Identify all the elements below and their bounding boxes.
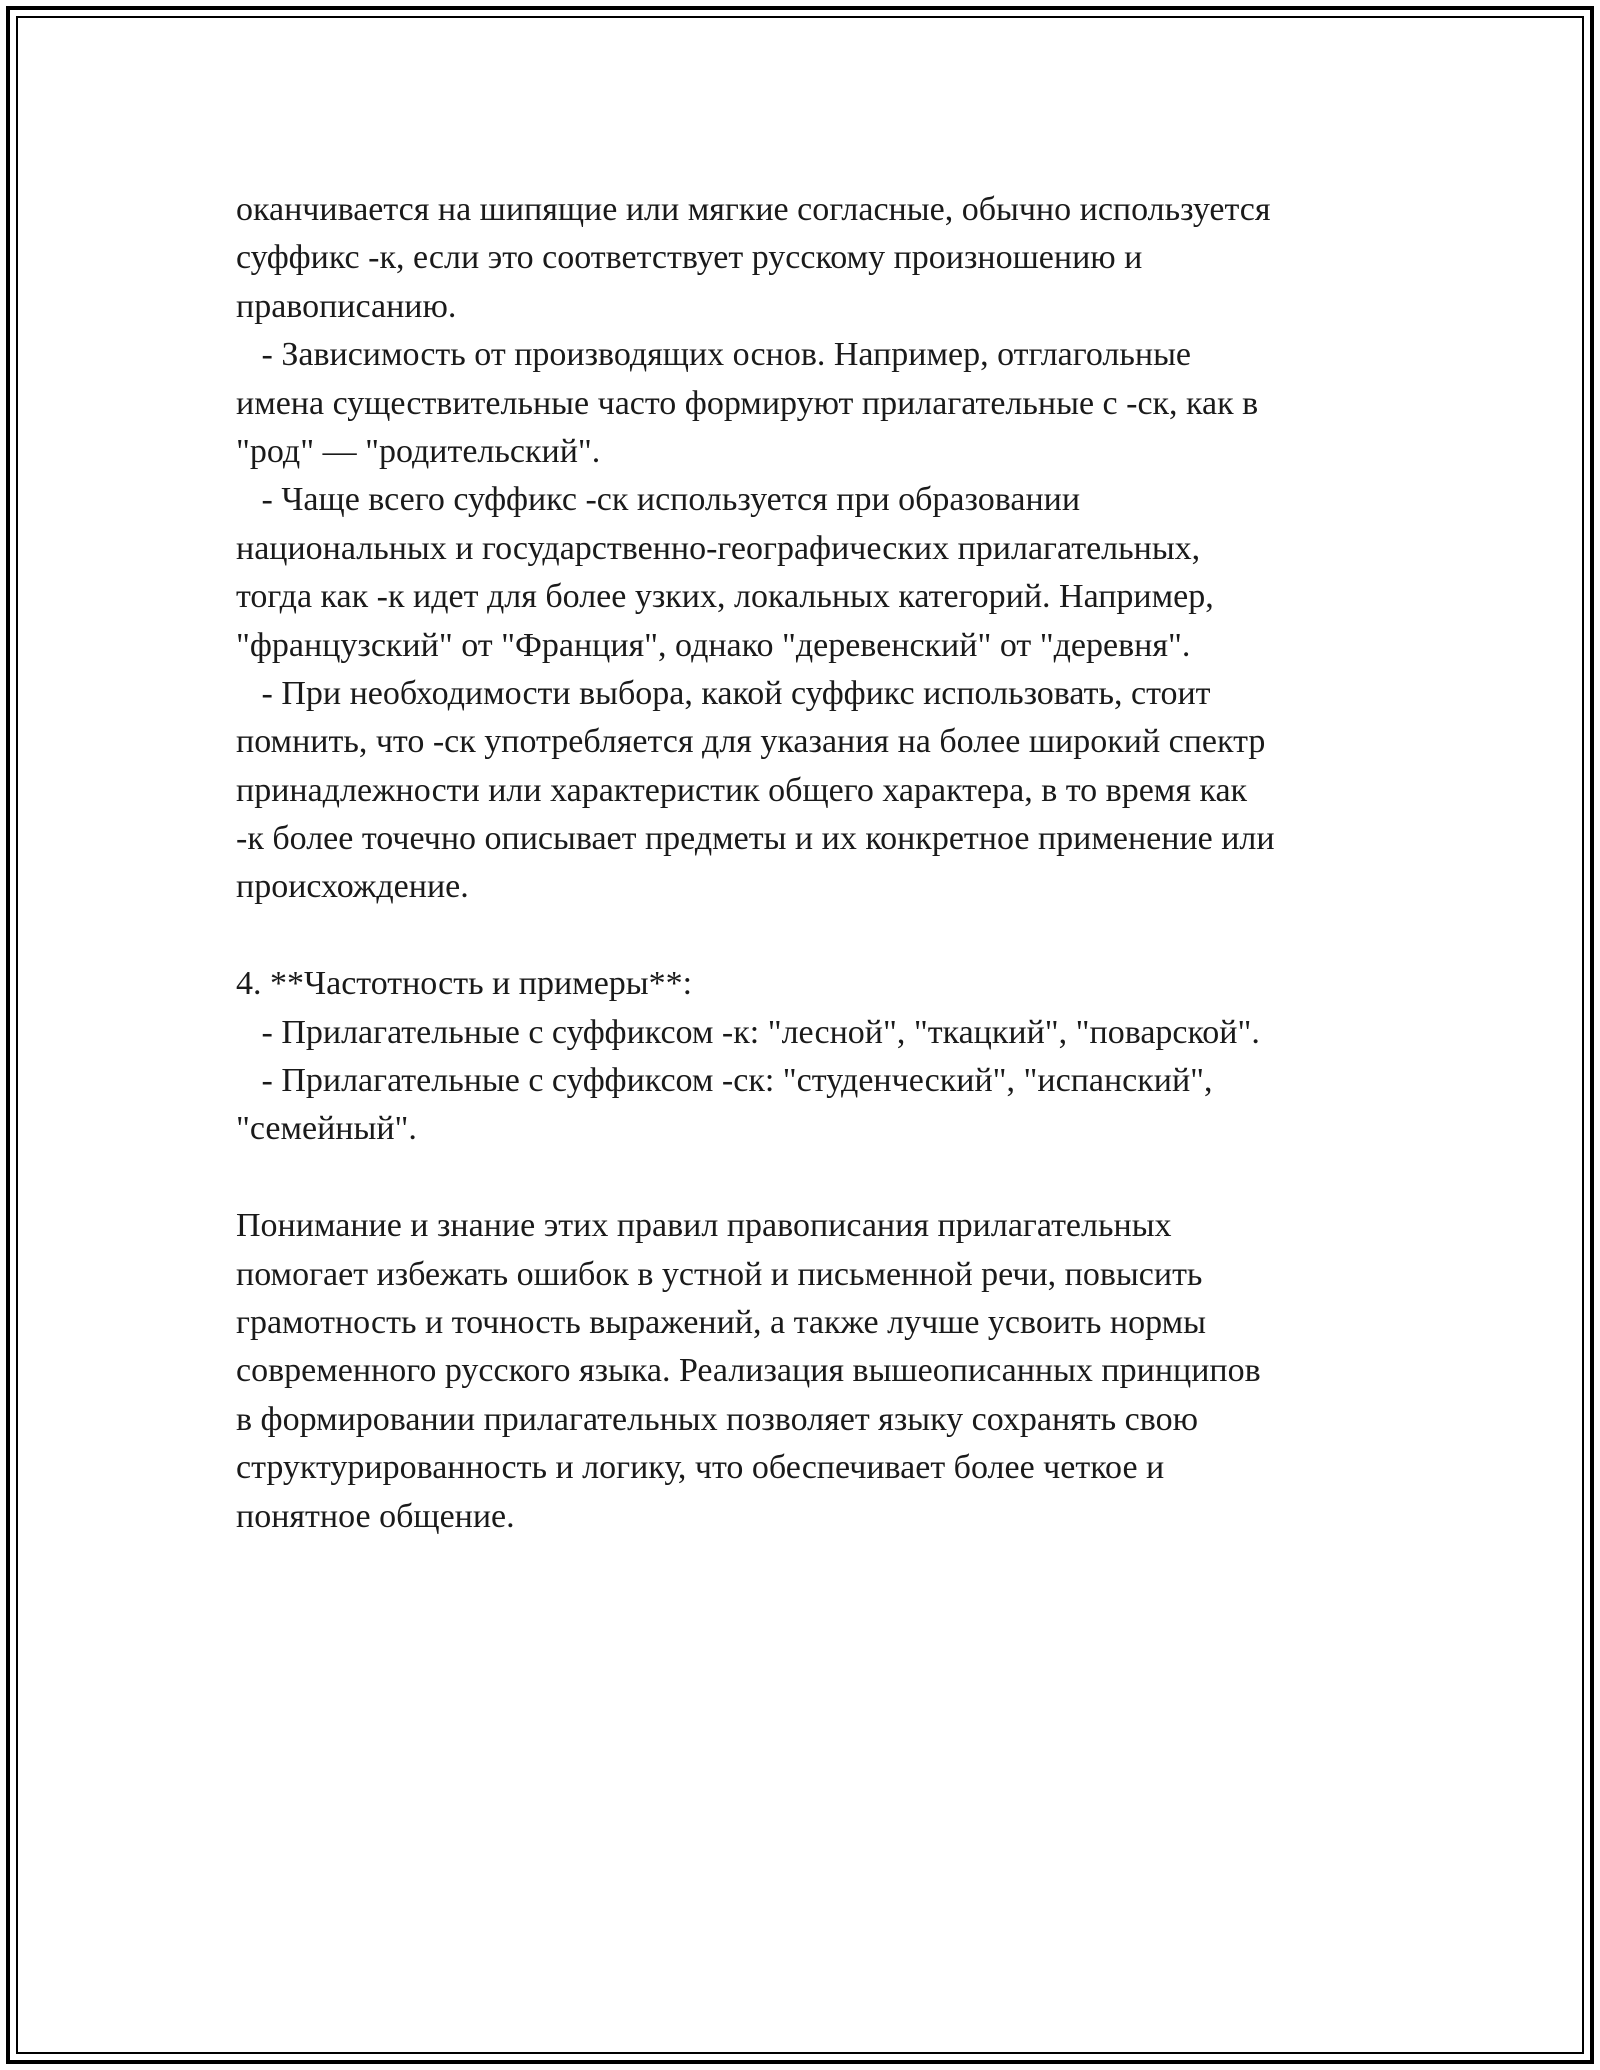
text-line: грамотность и точность выражений, а также лучше усвоить нормы <box>236 1303 1206 1341</box>
text-line: -к более точечно описывает предметы и их конкретное применение или <box>236 820 1275 858</box>
text-line: современного русского языка. Реализация вышеописанных принципов <box>236 1352 1261 1390</box>
text-line: структурированность и логику, что обеспечивает более четкое и <box>236 1449 1165 1487</box>
text-line: - Прилагательные с суффиксом -к: "лесной", "ткацкий", "поварской". <box>236 1013 1260 1051</box>
text-line: помогает избежать ошибок в устной и письменной речи, повысить <box>236 1255 1203 1293</box>
text-line: имена существительные часто формируют прилагательные с -ск, как в <box>236 384 1259 422</box>
text-line: Понимание и знание этих правил правописания прилагательных <box>236 1207 1172 1245</box>
text-line: правописанию. <box>236 287 457 325</box>
text-line: происхождение. <box>236 868 469 906</box>
text-line: "французский" от "Франция", однако "деревенский" от "деревня". <box>236 626 1191 664</box>
text-line: национальных и государственно-географических прилагательных, <box>236 529 1201 567</box>
text-line: "семейный". <box>236 1110 417 1148</box>
text-line: принадлежности или характеристик общего характера, в то время как <box>236 771 1248 809</box>
text-line: - При необходимости выбора, какой суффикс использовать, стоит <box>236 674 1211 712</box>
text-line: помнить, что -ск употребляется для указания на более широкий спектр <box>236 723 1266 761</box>
section-heading: 4. **Частотность и примеры**: <box>236 965 693 1003</box>
paragraph-gap <box>236 912 1416 960</box>
paragraph-gap <box>236 1154 1416 1202</box>
text-line: суффикс -к, если это соответствует русскому произношению и <box>236 239 1143 277</box>
text-line: оканчивается на шипящие или мягкие согласные, обычно используется <box>236 191 1271 228</box>
text-line: - Чаще всего суффикс -ск используется при образовании <box>236 481 1081 519</box>
text-line: тогда как -к идет для более узких, локальных категорий. Например, <box>236 578 1214 616</box>
text-line: в формировании прилагательных позволяет языку сохранять свою <box>236 1400 1198 1438</box>
text-line: - Прилагательные с суффиксом -ск: "студенческий", "испанский", <box>236 1062 1213 1100</box>
text-line: "род" — "родительский". <box>236 432 601 470</box>
text-line: - Зависимость от производящих основ. Например, отглагольные <box>236 336 1192 374</box>
text-line: понятное общение. <box>236 1497 515 1535</box>
document-body <box>236 186 1416 1541</box>
